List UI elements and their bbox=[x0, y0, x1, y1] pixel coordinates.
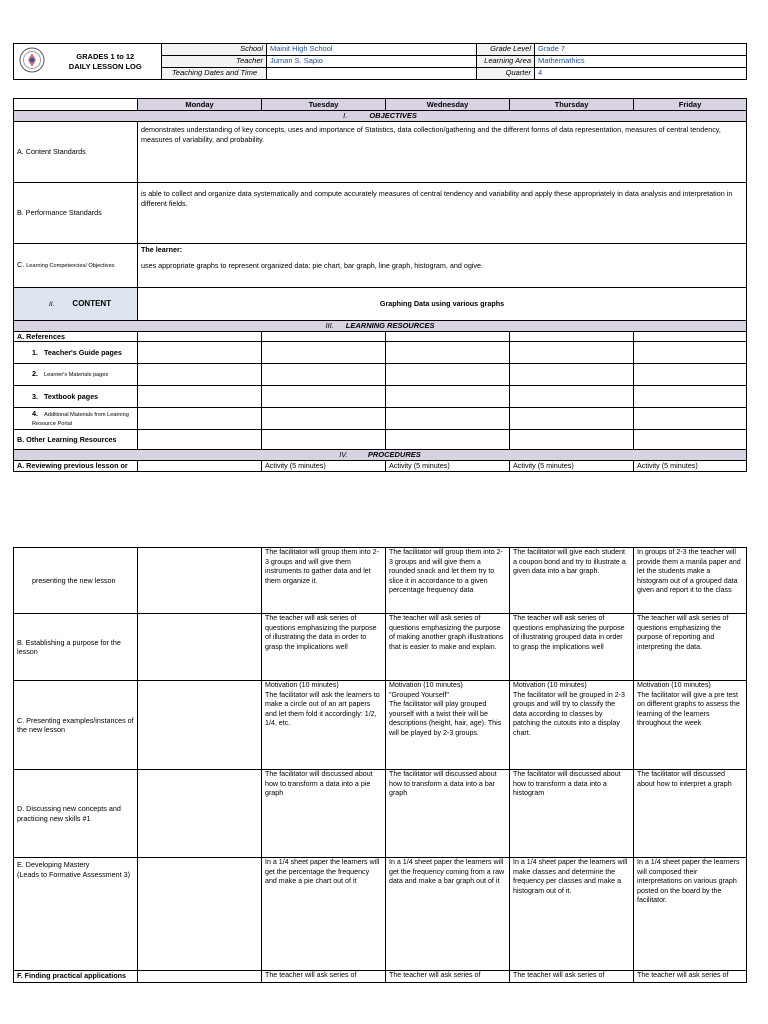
lm-num: 2. bbox=[32, 368, 38, 378]
procedure-cell-thursday: The teacher will ask series of questions emphasizing the purpose of illustrating grouped data in order to grasp the implications well bbox=[510, 614, 634, 681]
grades-label: GRADES 1 to 12 bbox=[76, 51, 135, 61]
procedure-row-label: D. Discussing new concepts and practicing new skills #1 bbox=[14, 770, 138, 858]
procedure-cell-tuesday: In a 1/4 sheet paper the learners will get the percentage the frequency and make a pie chart out of it bbox=[262, 858, 386, 971]
procedure-row-presenting bbox=[14, 548, 747, 614]
quarter-value: 4 bbox=[535, 68, 747, 80]
procedure-cell-thursday: The facilitator will discussed about how to transform a data into a histogram bbox=[510, 770, 634, 858]
competencies-text: uses appropriate graphs to represent organized data: pie chart, bar graph, line graph, histogram, and ogive. bbox=[141, 260, 484, 270]
tb-label: Textbook pages bbox=[44, 391, 99, 401]
resources-num: III. bbox=[325, 321, 334, 330]
additional-label-cell bbox=[14, 408, 138, 430]
procedure-a-label: A. Reviewing previous lesson or bbox=[14, 461, 138, 472]
day-tuesday: Tuesday bbox=[262, 99, 386, 111]
procedure-cell-wednesday: The teacher will ask series of bbox=[386, 971, 510, 983]
resources-section-row bbox=[14, 321, 747, 332]
procedure-cell-friday: In a 1/4 sheet paper the learners will composed their interpretations on various graph posted on the board by the facilitator. bbox=[634, 858, 747, 971]
procedure-cell-wednesday: In a 1/4 sheet paper the learners will get the frequency coming from a raw data and make a bar graph out of it bbox=[386, 858, 510, 971]
performance-standards-text: is able to collect and organize data systematically and compute accurately measures of central tendency and variability and apply these appropriately in data analysis and interpretation in different fields. bbox=[138, 183, 747, 244]
procedures-heading bbox=[14, 450, 747, 461]
procedure-cell-monday bbox=[138, 614, 262, 681]
tg-label-cell bbox=[14, 342, 138, 364]
tg-row bbox=[14, 342, 747, 364]
day-monday: Monday bbox=[138, 99, 262, 111]
tb-num: 3. bbox=[32, 391, 38, 401]
lesson-log-table bbox=[13, 98, 747, 472]
procedure-cell-thursday: The teacher will ask series of bbox=[510, 971, 634, 983]
lm-row bbox=[14, 364, 747, 386]
content-standards-row bbox=[14, 122, 747, 183]
procedure-cell-wednesday: The facilitator will group them into 2-3 groups and will give them a rounded snack and let them try to slice it in accordance to a given percentage frequency data bbox=[386, 548, 510, 614]
other-resources-row bbox=[14, 430, 747, 450]
procedure-a-tuesday: Activity (5 minutes) bbox=[262, 461, 386, 472]
lm-label-cell bbox=[14, 364, 138, 386]
procedure-cell-thursday: The facilitator will give each student a coupon bond and try to illustrate a given data into a bar graph. bbox=[510, 548, 634, 614]
header-table bbox=[13, 43, 747, 80]
procedure-row-label: F. Finding practical applications bbox=[14, 971, 138, 983]
lm-label: Learner's Materials pages bbox=[44, 371, 109, 378]
procedure-cell-friday: Motivation (10 minutes) The facilitator will give a pre test on different graphs to assess the learning of the learners throughout the week bbox=[634, 681, 747, 770]
procedure-row-label: C. Presenting examples/instances of the new lesson bbox=[14, 681, 138, 770]
log-title: DAILY LESSON LOG bbox=[68, 61, 142, 71]
objectives-section-row bbox=[14, 111, 747, 122]
procedure-cell-friday: The teacher will ask series of bbox=[634, 971, 747, 983]
procedure-cell-friday: The teacher will ask series of questions emphasizing the purpose of reporting and interpreting the data. bbox=[634, 614, 747, 681]
day-friday: Friday bbox=[634, 99, 747, 111]
procedure-cell-wednesday: Motivation (10 minutes) "Grouped Yourself" The facilitator will play grouped yourself with a twist their will be descriptions (height, hair, age). This will be played by 2-3 groups. bbox=[386, 681, 510, 770]
references-row bbox=[14, 332, 747, 342]
procedure-row-purpose bbox=[14, 614, 747, 681]
additional-num: 4. bbox=[32, 408, 38, 418]
dates-value bbox=[267, 68, 477, 80]
procedure-a-row bbox=[14, 461, 747, 472]
competencies-cell bbox=[138, 244, 747, 288]
procedure-cell-monday bbox=[138, 971, 262, 983]
resources-heading bbox=[14, 321, 747, 332]
additional-label: Additional Materials from Learning Resource Portal bbox=[32, 411, 129, 427]
learning-area-label: Learning Area bbox=[477, 56, 535, 68]
objectives-heading bbox=[14, 111, 747, 122]
content-num: II. bbox=[49, 300, 55, 308]
procedure-cell-wednesday: The teacher will ask series of questions emphasizing the purpose of making another graph illustrations that is easier to make and explain. bbox=[386, 614, 510, 681]
content-standards-text: demonstrates understanding of key concepts, uses and importance of Statistics, data collection/gathering and the different forms of data representation, measures of central tendency, measures of variability, and probability. bbox=[138, 122, 747, 183]
day-header-row bbox=[14, 99, 747, 111]
additional-row bbox=[14, 408, 747, 430]
learning-area-value: Mathemathics bbox=[535, 56, 747, 68]
grade-level-label: Grade Level bbox=[477, 44, 535, 56]
procedures-title: PROCEDURES bbox=[367, 450, 421, 459]
grades-title-cell bbox=[50, 44, 162, 80]
other-resources-label: B. Other Learning Resources bbox=[14, 430, 138, 450]
content-standards-label: A. Content Standards bbox=[14, 122, 138, 183]
procedure-a-wednesday: Activity (5 minutes) bbox=[386, 461, 510, 472]
procedure-cell-wednesday: The facilitator will discussed about how to transform a data into a bar graph bbox=[386, 770, 510, 858]
procedure-a-friday: Activity (5 minutes) bbox=[634, 461, 747, 472]
content-row bbox=[14, 288, 747, 321]
procedure-cell-tuesday: The teacher will ask series of questions emphasizing the purpose of illustrating the data in order to grasp the implications well bbox=[262, 614, 386, 681]
procedure-cell-monday bbox=[138, 770, 262, 858]
procedure-cell-friday: The facilitator will discussed about how to interpret a graph bbox=[634, 770, 747, 858]
procedures-continued-table bbox=[13, 547, 747, 983]
content-label-cell bbox=[14, 288, 138, 321]
dates-label: Teaching Dates and Time bbox=[162, 68, 267, 80]
procedure-row-label: presenting the new lesson bbox=[14, 548, 138, 614]
day-thursday: Thursday bbox=[510, 99, 634, 111]
procedure-cell-monday bbox=[138, 858, 262, 971]
procedures-section-row bbox=[14, 450, 747, 461]
content-label: CONTENT bbox=[72, 298, 112, 308]
procedure-a-monday bbox=[138, 461, 262, 472]
tb-label-cell bbox=[14, 386, 138, 408]
procedure-cell-thursday: In a 1/4 sheet paper the learners will make classes and determine the frequency per classes and make a histogram out of it. bbox=[510, 858, 634, 971]
procedure-cell-tuesday: The teacher will ask series of bbox=[262, 971, 386, 983]
teacher-value: Jumari S. Sapio bbox=[267, 56, 477, 68]
content-value: Graphing Data using various graphs bbox=[138, 288, 747, 321]
tg-label: Teacher's Guide pages bbox=[44, 347, 122, 357]
procedure-cell-tuesday: The facilitator will discussed about how to transform a data into a pie graph bbox=[262, 770, 386, 858]
performance-standards-label: B. Performance Standards bbox=[14, 183, 138, 244]
objectives-num: I. bbox=[343, 111, 348, 120]
procedure-cell-tuesday: The facilitator will group them into 2-3 groups and will give them instruments to gather data and let them organize it. bbox=[262, 548, 386, 614]
learner-text: The learner: bbox=[141, 245, 183, 254]
day-wednesday: Wednesday bbox=[386, 99, 510, 111]
procedure-row-examples bbox=[14, 681, 747, 770]
procedure-cell-monday bbox=[138, 681, 262, 770]
teacher-label: Teacher bbox=[162, 56, 267, 68]
objectives-title: OBJECTIVES bbox=[369, 111, 417, 120]
quarter-label: Quarter bbox=[477, 68, 535, 80]
procedure-row-mastery bbox=[14, 858, 747, 971]
procedure-a-thursday: Activity (5 minutes) bbox=[510, 461, 634, 472]
procedure-row-discussing bbox=[14, 770, 747, 858]
procedure-cell-friday: In groups of 2-3 the teacher will provide them a manila paper and let the students make a histogram out of a grouped data given and report it to the class bbox=[634, 548, 747, 614]
competencies-label-cell bbox=[14, 244, 138, 288]
procedure-row-applications bbox=[14, 971, 747, 983]
resources-title: LEARNING RESOURCES bbox=[345, 321, 435, 330]
tb-row bbox=[14, 386, 747, 408]
grade-level-value: Grade 7 bbox=[535, 44, 747, 56]
school-label: School bbox=[162, 44, 267, 56]
deped-logo-cell bbox=[14, 44, 50, 80]
procedure-cell-thursday: Motivation (10 minutes) The facilitator will be grouped in 2-3 groups and will try to classify the data according to classes by patching the cutouts into a display chart. bbox=[510, 681, 634, 770]
procedures-num: IV. bbox=[339, 450, 348, 459]
deped-seal-icon bbox=[19, 47, 45, 73]
tg-num: 1. bbox=[32, 347, 38, 357]
competencies-label: Learning Competencies/ Objectives bbox=[26, 262, 115, 269]
competencies-row bbox=[14, 244, 747, 288]
performance-standards-row bbox=[14, 183, 747, 244]
procedure-cell-monday bbox=[138, 548, 262, 614]
procedure-row-label: B. Establishing a purpose for the lesson bbox=[14, 614, 138, 681]
procedure-cell-tuesday: Motivation (10 minutes) The facilitator will ask the learners to make a circle out of an art papers and let them fold it accordingly: 1/2, 1/4, etc. bbox=[262, 681, 386, 770]
references-label: A. References bbox=[14, 332, 138, 342]
procedure-row-label: E. Developing Mastery (Leads to Formative Assessment 3) bbox=[14, 858, 138, 971]
school-value: Mainit High School bbox=[267, 44, 477, 56]
competencies-letter: C. bbox=[17, 259, 25, 269]
